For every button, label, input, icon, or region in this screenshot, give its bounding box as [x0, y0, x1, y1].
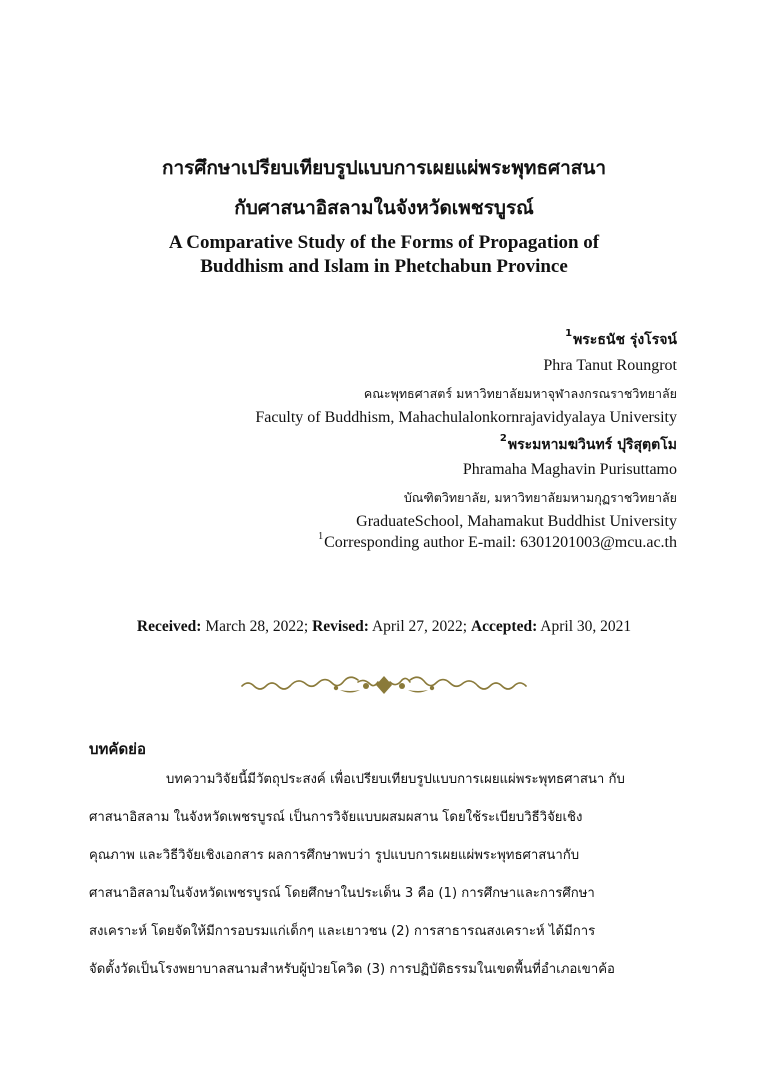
title-thai-line-2: กับศาสนาอิสลามในจังหวัดเพชรบูรณ์ — [234, 197, 534, 219]
accepted-date: April 30, 2021 — [540, 618, 632, 635]
author2-sup: 2 — [499, 433, 507, 445]
author1-name-thai: $^1$พระธนัช รุ่งโรจน์ — [565, 328, 677, 348]
title-thai-line-1: การศึกษาเปรียบเทียบรูปแบบการเผยแผ่พระพุทธศาสนา — [161, 157, 606, 179]
submission-dates — [0, 618, 768, 636]
abstract-line-6: จัดตั้งวัดเป็นโรงพยาบาลสนามสำหรับผู้ป่วยโควิด (3) การปฏิบัติธรรมในเขตพื้นที่อำเภอเขาค้อ — [89, 962, 615, 977]
author2-name-english: Phramaha Maghavin Purisuttamo — [462, 461, 677, 478]
author2-affiliation-thai: บัณฑิตวิทยาลัย, มหาวิทยาลัยมหามกุฏราชวิทยาลัย — [403, 490, 677, 505]
received-label: Received: — [136, 618, 202, 635]
author1-sup: 1 — [565, 328, 573, 340]
title-english-line-2: Buddhism and Islam in Phetchabun Province — [200, 256, 568, 277]
author2-name-thai: $^2$พระมหามฆวินทร์ ปุริสุตฺตโม — [499, 433, 677, 453]
title-english-line-1: A Comparative Study of the Forms of Propagation of — [168, 232, 600, 253]
revised-date: April 27, 2022; — [371, 618, 468, 635]
author1-affiliation-thai: คณะพุทธศาสตร์ มหาวิทยาลัยมหาจุฬาลงกรณราชวิทยาลัย — [363, 386, 677, 401]
corresponding-author: $^1$Corresponding author E-mail: 6301201003@mcu.ac.th — [318, 530, 677, 551]
abstract-line-4: ศาสนาอิสลามในจังหวัดเพชรบูรณ์ โดยศึกษาในประเด็น 3 คือ (1) การศึกษาและการศึกษา — [89, 886, 595, 901]
author1-affiliation-english: Faculty of Buddhism, Mahachulalonkornrajavidyalaya University — [255, 409, 677, 426]
abstract-line-3: คุณภาพ และวิธีวิจัยเชิงเอกสาร ผลการศึกษาพบว่า รูปแบบการเผยแผ่พระพุทธศาสนากับ — [89, 848, 580, 863]
author1-name-english: Phra Tanut Roungrot — [543, 357, 677, 374]
revised-label: Revised: — [312, 618, 369, 635]
accepted-label: Accepted: — [470, 618, 538, 635]
received-date: March 28, 2022; — [205, 618, 309, 635]
abstract-line-1: บทความวิจัยนี้มีวัตถุประสงค์ เพื่อเปรียบเทียบรูปแบบการเผยแผ่พระพุทธศาสนา กับ — [166, 772, 625, 787]
abstract-line-5: สงเคราะห์ โดยจัดให้มีการอบรมแก่เด็กๆ และเยาวชน (2) การสาธารณสงเคราะห์ ได้มีการ — [89, 924, 596, 939]
abstract-heading: บทคัดย่อ — [89, 740, 146, 758]
abstract-line-2: ศาสนาอิสลาม ในจังหวัดเพชรบูรณ์ เป็นการวิจัยแบบผสมผสาน โดยใช้ระเบียบวิธีวิจัยเชิง — [89, 810, 583, 825]
author2-affiliation-english: GraduateSchool, Mahamakut Buddhist University — [356, 513, 677, 530]
decorative-divider-ornament — [240, 674, 528, 696]
